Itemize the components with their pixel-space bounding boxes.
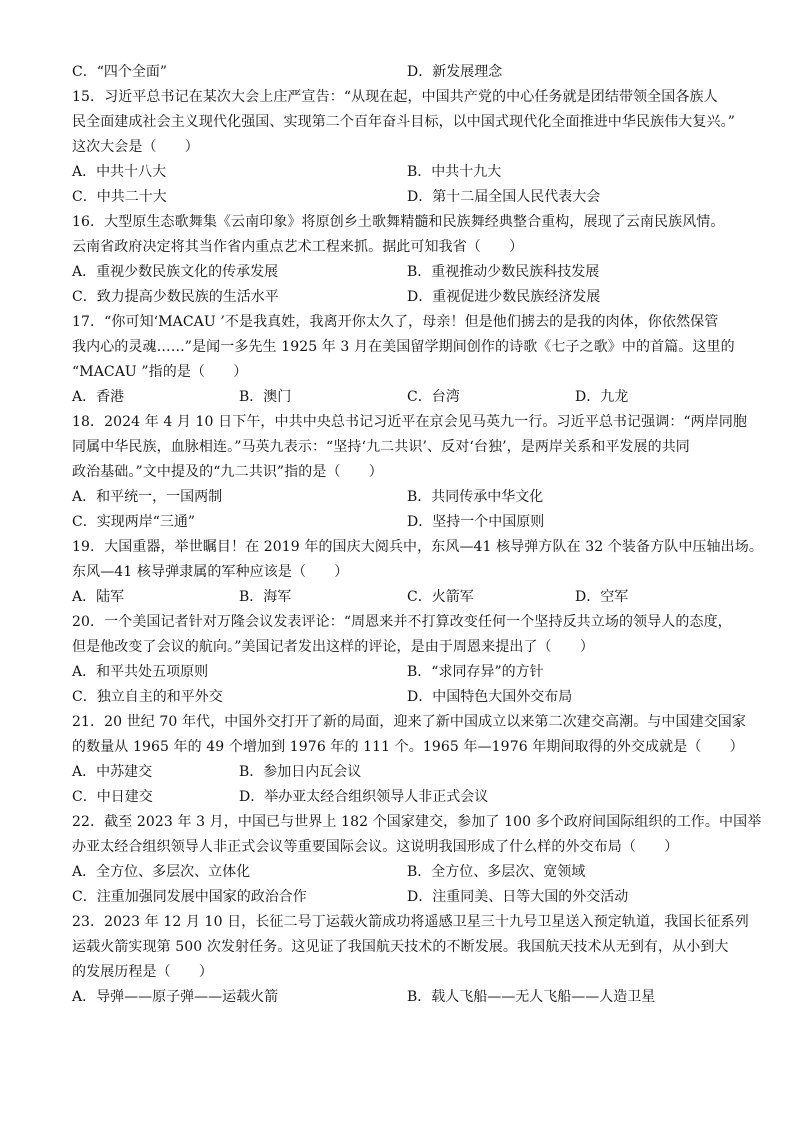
q16-option-c[interactable]: C．致力提高少数民族的生活水平 (72, 289, 279, 305)
q23-stem-line-3: 的发展历程是（ ） (72, 964, 213, 980)
question-16 (72, 210, 732, 310)
question-20 (72, 610, 732, 710)
q15-option-a[interactable]: A．中共十八大 (72, 164, 167, 180)
question-18 (72, 410, 748, 535)
q19-option-b[interactable]: B．海军 (239, 589, 292, 605)
q19-option-a[interactable]: A．陆军 (72, 589, 125, 605)
q18-option-d[interactable]: D．坚持一个中国原则 (407, 514, 545, 530)
q18-stem-line-1: 18．2024 年 4 月 10 日下午，中共中央总书记习近平在京会见马英九一行。习近平总书记强调：“两岸同胞 (72, 414, 748, 430)
q18-option-b[interactable]: B．共同传承中华文化 (407, 489, 544, 505)
q16-stem-line-2: 云南省政府决定将其当作省内重点艺术工程来抓。据此可知我省（ ） (72, 239, 524, 255)
q14-option-c[interactable]: C．“四个全面” (72, 64, 168, 80)
q23-stem-line-1: 23．2023 年 12 月 10 日，长征二号丁运载火箭成功将遥感卫星三十九号卫星送入预定轨道，我国长征系列 (72, 914, 749, 930)
q20-option-c[interactable]: C．独立自主的和平外交 (72, 689, 223, 705)
q23-options-row-1 (72, 985, 732, 1010)
q22-option-b[interactable]: B．全方位、多层次、宽领域 (407, 864, 586, 880)
q20-option-b[interactable]: B．“求同存异”的方针 (407, 664, 544, 680)
q15-options-row-1 (72, 160, 732, 185)
q18-options-row-2 (72, 510, 732, 535)
q17-option-d[interactable]: D．九龙 (575, 389, 629, 405)
q17-stem-line-3: “MACAU ”指的是（ ） (72, 364, 248, 380)
q19-stem-line-1: 19．大国重器，举世瞩目！在 2019 年的国庆大阅兵中，东风—41 核导弹方队在 32 个装备方队中压轴出场。 (72, 539, 763, 555)
q19-option-d[interactable]: D．空军 (575, 589, 629, 605)
q21-options-row-1 (72, 760, 732, 785)
q15-option-d[interactable]: D．第十二届全国人民代表大会 (407, 189, 601, 205)
question-15 (72, 85, 735, 210)
q23-stem-line-2: 运载火箭实现第 500 次发射任务。这见证了我国航天技术的不断发展。我国航天技术从无到有，从小到大 (72, 939, 729, 955)
q20-option-d[interactable]: D．中国特色大国外交布局 (407, 689, 573, 705)
q20-options-row-2 (72, 685, 732, 710)
q18-option-a[interactable]: A．和平统一，一国两制 (72, 489, 223, 505)
q17-option-c[interactable]: C．台湾 (407, 389, 460, 405)
q16-options-row-2 (72, 285, 732, 310)
q22-option-c[interactable]: C．注重加强同发展中国家的政治合作 (72, 889, 307, 905)
question-21 (72, 710, 746, 810)
q23-option-a[interactable]: A．导弹——原子弹——运载火箭 (72, 989, 279, 1005)
q21-options-row-2 (72, 785, 732, 810)
q19-option-c[interactable]: C．火箭军 (407, 589, 474, 605)
q15-option-b[interactable]: B．中共十九大 (407, 164, 502, 180)
q14-option-d[interactable]: D．新发展理念 (407, 64, 503, 80)
q22-stem-line-2: 办亚太经合组织领导人非正式会议等重要国际会议。这说明我国形成了什么样的外交布局（ ） (72, 839, 679, 855)
q19-stem-line-2: 东风—41 核导弹隶属的军种应该是（ ） (72, 564, 349, 580)
q21-option-a[interactable]: A．中苏建交 (72, 764, 153, 780)
q17-stem-line-2: 我内心的灵魂……”是闻一多先生 1925 年 3 月在美国留学期间创作的诗歌《七子之歌》中的首篇。这里的 (72, 339, 735, 355)
q17-stem-line-1: 17．“你可知‘MACAU ’不是我真姓，我离开你太久了，母亲！但是他们掳去的是我的肉体，你依然保管 (72, 314, 719, 330)
q17-options-row (72, 385, 732, 410)
q22-options-row-2 (72, 885, 732, 910)
q17-option-b[interactable]: B．澳门 (239, 389, 292, 405)
q15-stem-line-1: 15．习近平总书记在某次大会上庄严宣告：“从现在起，中国共产党的中心任务就是团结带领全国各族人 (72, 89, 718, 105)
q18-stem-line-2: 同属中华民族，血脉相连。”马英九表示：“坚持‘九二共识’、反对‘台独’，是两岸关系和平发展的共同 (72, 439, 690, 455)
q15-option-c[interactable]: C．中共二十大 (72, 189, 167, 205)
q14-options-row-2 (72, 60, 732, 85)
q22-options-row-1 (72, 860, 732, 885)
question-22 (72, 810, 762, 910)
q21-option-b[interactable]: B．参加日内瓦会议 (239, 764, 362, 780)
q16-options-row-1 (72, 260, 732, 285)
question-19 (72, 535, 763, 610)
q20-option-a[interactable]: A．和平共处五项原则 (72, 664, 209, 680)
q22-option-a[interactable]: A．全方位、多层次、立体化 (72, 864, 251, 880)
exam-page (72, 60, 763, 1010)
q21-option-c[interactable]: C．中日建交 (72, 789, 153, 805)
question-17 (72, 310, 735, 410)
q18-option-c[interactable]: C．实现两岸“三通” (72, 514, 196, 530)
q21-stem-line-1: 21．20 世纪 70 年代，中国外交打开了新的局面，迎来了新中国成立以来第二次建交高潮。与中国建交国家 (72, 714, 746, 730)
q16-option-b[interactable]: B．重视推动少数民族科技发展 (407, 264, 600, 280)
q15-stem-line-3: 这次大会是（ ） (72, 139, 199, 155)
q19-options-row (72, 585, 732, 610)
q20-stem-line-2: 但是他改变了会议的航向。”美国记者发出这样的评论，是由于周恩来提出了（ ） (72, 639, 594, 655)
q22-stem-line-1: 22．截至 2023 年 3 月，中国已与世界上 182 个国家建交，参加了 100 多个政府间国际组织的工作。中国举 (72, 814, 762, 830)
q21-option-d[interactable]: D．举办亚太经合组织领导人非正式会议 (239, 789, 489, 805)
q17-option-a[interactable]: A．香港 (72, 389, 125, 405)
q20-stem-line-1: 20．一个美国记者针对万隆会议发表评论：“周恩来并不打算改变任何一个坚持反共立场的领导人的态度， (72, 614, 732, 630)
q18-stem-line-3: 政治基础。”文中提及的“九二共识”指的是（ ） (72, 464, 383, 480)
q23-option-b[interactable]: B．载人飞船——无人飞船——人造卫星 (407, 989, 656, 1005)
q16-stem-line-1: 16．大型原生态歌舞集《云南印象》将原创乡土歌舞精髓和民族舞经典整合重构，展现了云南民族风情。 (72, 214, 725, 230)
q15-stem-line-2: 民全面建成社会主义现代化强国、实现第二个百年奋斗目标，以中国式现代化全面推进中华民族伟大复兴。” (72, 114, 735, 130)
q16-option-a[interactable]: A．重视少数民族文化的传承发展 (72, 264, 279, 280)
q16-option-d[interactable]: D．重视促进少数民族经济发展 (407, 289, 601, 305)
q18-options-row-1 (72, 485, 732, 510)
q20-options-row-1 (72, 660, 732, 685)
q22-option-d[interactable]: D．注重同美、日等大国的外交活动 (407, 889, 629, 905)
q15-options-row-2 (72, 185, 732, 210)
question-23 (72, 910, 749, 1010)
q21-stem-line-2: 的数量从 1965 年的 49 个增加到 1976 年的 111 个。1965 年—1976 年期间取得的外交成就是（ ） (72, 739, 744, 755)
